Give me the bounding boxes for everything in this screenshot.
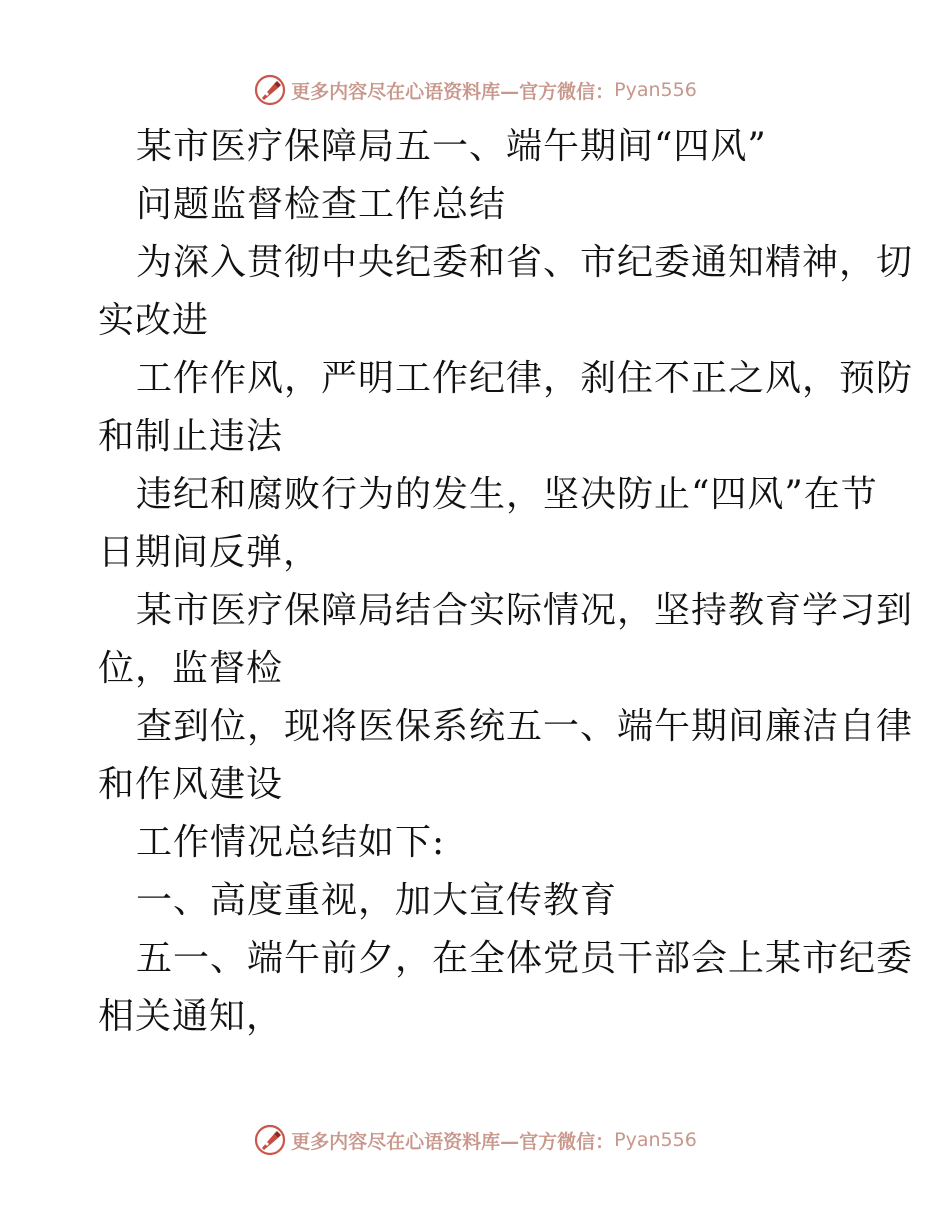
text-line: 和作风建设 bbox=[98, 764, 284, 805]
watermark-contact: Pyan556 bbox=[614, 79, 697, 101]
watermark-contact: Pyan556 bbox=[614, 1129, 697, 1151]
text-line: 问题监督检查工作总结 bbox=[136, 184, 507, 225]
text-line: 日期间反弹， bbox=[98, 532, 321, 573]
text-line: 为深入贯彻中央纪委和省、市纪委通知精神，切 bbox=[136, 242, 914, 283]
text-line: 查到位，现将医保系统五一、端午期间廉洁自律 bbox=[136, 706, 914, 747]
pen-nib-logo-icon bbox=[253, 73, 287, 107]
watermark-label: 更多内容尽在心语资料库—官方微信： bbox=[291, 80, 615, 103]
header-watermark-banner bbox=[0, 70, 950, 110]
text-line: 五一、端午前夕，在全体党员干部会上某市纪委 bbox=[136, 938, 914, 979]
text-line: 工作作风，严明工作纪律，刹住不正之风，预防 bbox=[136, 358, 914, 399]
text-line: 工作情况总结如下: bbox=[136, 822, 446, 863]
text-line: 一、高度重视，加大宣传教育 bbox=[136, 880, 618, 921]
text-line: 相关通知， bbox=[98, 996, 284, 1037]
text-line: 和制止违法 bbox=[98, 416, 284, 457]
text-line: 违纪和腐败行为的发生，坚决防止“四风”在节 bbox=[136, 474, 878, 515]
text-line: 某市医疗保障局五一、端午期间“四风” bbox=[136, 126, 767, 167]
text-line: 某市医疗保障局结合实际情况，坚持教育学习到 bbox=[136, 590, 914, 631]
footer-watermark-banner bbox=[0, 1120, 950, 1160]
text-line: 实改进 bbox=[98, 300, 210, 341]
watermark-label: 更多内容尽在心语资料库—官方微信： bbox=[291, 1130, 615, 1153]
pen-nib-logo-icon bbox=[253, 1123, 287, 1157]
text-line: 位，监督检 bbox=[98, 648, 284, 689]
document-body bbox=[98, 118, 914, 1046]
